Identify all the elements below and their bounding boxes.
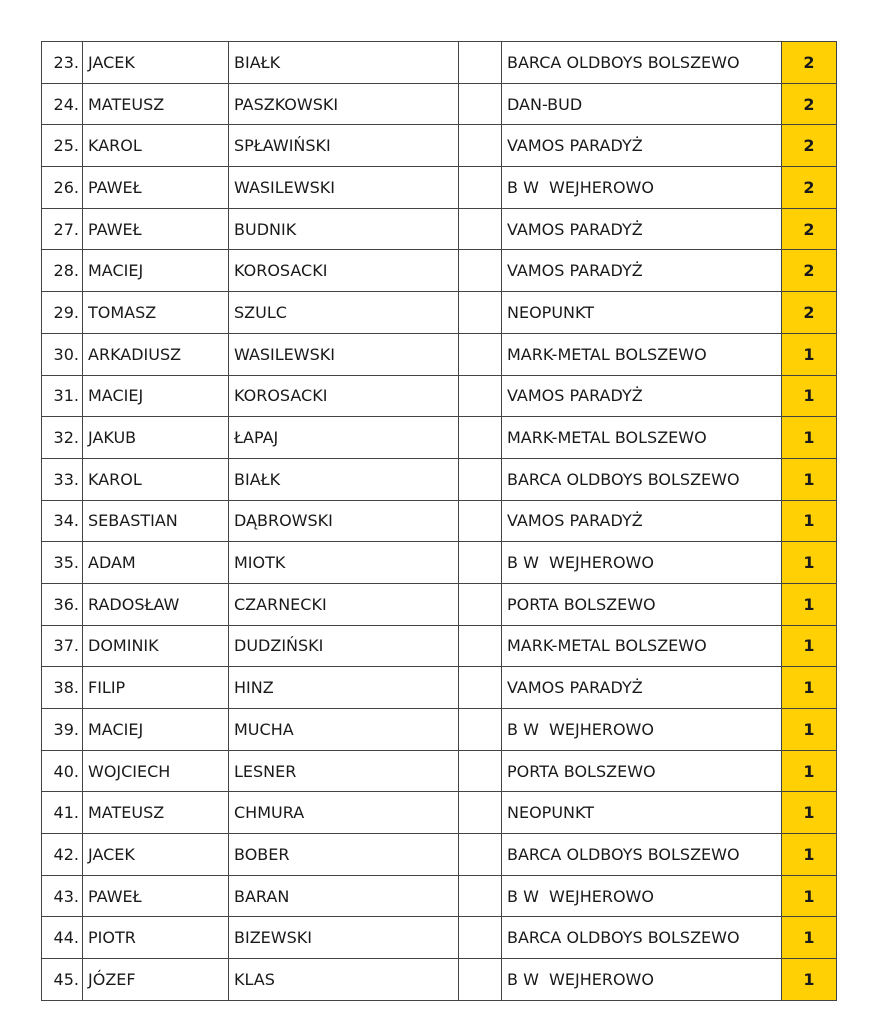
first-name-cell: PAWEŁ (83, 875, 229, 917)
table-row (42, 292, 837, 334)
team-cell: MARK-METAL BOLSZEWO (502, 625, 782, 667)
last-name-cell: SZULC (229, 292, 459, 334)
empty-cell (459, 292, 502, 334)
rank-cell: 32. (42, 417, 83, 459)
rank-cell: 41. (42, 792, 83, 834)
team-cell: DAN-BUD (502, 83, 782, 125)
team-cell: PORTA BOLSZEWO (502, 583, 782, 625)
last-name-cell: HINZ (229, 667, 459, 709)
empty-cell (459, 500, 502, 542)
team-cell: NEOPUNKT (502, 792, 782, 834)
last-name-cell: BARAN (229, 875, 459, 917)
first-name-cell: JACEK (83, 834, 229, 876)
rank-cell: 30. (42, 333, 83, 375)
first-name-cell: MATEUSZ (83, 792, 229, 834)
first-name-cell: TOMASZ (83, 292, 229, 334)
table-row (42, 959, 837, 1001)
rank-cell: 40. (42, 750, 83, 792)
last-name-cell: CZARNECKI (229, 583, 459, 625)
empty-cell (459, 333, 502, 375)
team-cell: B W WEJHEROWO (502, 709, 782, 751)
empty-cell (459, 625, 502, 667)
rank-cell: 38. (42, 667, 83, 709)
points-cell: 1 (782, 500, 837, 542)
first-name-cell: PAWEŁ (83, 167, 229, 209)
rank-cell: 28. (42, 250, 83, 292)
last-name-cell: BUDNIK (229, 208, 459, 250)
rank-cell: 33. (42, 458, 83, 500)
points-cell: 1 (782, 458, 837, 500)
last-name-cell: ŁAPAJ (229, 417, 459, 459)
points-cell: 2 (782, 292, 837, 334)
empty-cell (459, 875, 502, 917)
points-cell: 1 (782, 709, 837, 751)
table-row (42, 750, 837, 792)
team-cell: VAMOS PARADYŻ (502, 125, 782, 167)
team-cell: PORTA BOLSZEWO (502, 750, 782, 792)
empty-cell (459, 709, 502, 751)
empty-cell (459, 42, 502, 84)
team-cell: VAMOS PARADYŻ (502, 375, 782, 417)
rank-cell: 29. (42, 292, 83, 334)
table-row (42, 375, 837, 417)
points-cell: 1 (782, 875, 837, 917)
table-row (42, 83, 837, 125)
team-cell: BARCA OLDBOYS BOLSZEWO (502, 458, 782, 500)
last-name-cell: KOROSACKI (229, 375, 459, 417)
last-name-cell: PASZKOWSKI (229, 83, 459, 125)
last-name-cell: DUDZIŃSKI (229, 625, 459, 667)
empty-cell (459, 792, 502, 834)
points-cell: 1 (782, 834, 837, 876)
table-row (42, 417, 837, 459)
team-cell: MARK-METAL BOLSZEWO (502, 333, 782, 375)
last-name-cell: SPŁAWIŃSKI (229, 125, 459, 167)
scorers-table (41, 41, 837, 1001)
empty-cell (459, 583, 502, 625)
empty-cell (459, 375, 502, 417)
points-cell: 1 (782, 792, 837, 834)
empty-cell (459, 542, 502, 584)
points-cell: 2 (782, 83, 837, 125)
empty-cell (459, 917, 502, 959)
table-row (42, 500, 837, 542)
rank-cell: 37. (42, 625, 83, 667)
first-name-cell: MACIEJ (83, 375, 229, 417)
empty-cell (459, 417, 502, 459)
points-cell: 1 (782, 959, 837, 1001)
first-name-cell: SEBASTIAN (83, 500, 229, 542)
first-name-cell: PAWEŁ (83, 208, 229, 250)
table-row (42, 709, 837, 751)
empty-cell (459, 83, 502, 125)
table-row (42, 875, 837, 917)
table-row (42, 625, 837, 667)
rank-cell: 44. (42, 917, 83, 959)
empty-cell (459, 750, 502, 792)
points-cell: 1 (782, 417, 837, 459)
last-name-cell: MIOTK (229, 542, 459, 584)
empty-cell (459, 458, 502, 500)
first-name-cell: MATEUSZ (83, 83, 229, 125)
team-cell: BARCA OLDBOYS BOLSZEWO (502, 42, 782, 84)
rank-cell: 43. (42, 875, 83, 917)
empty-cell (459, 125, 502, 167)
table-row (42, 542, 837, 584)
table-row (42, 917, 837, 959)
rank-cell: 45. (42, 959, 83, 1001)
empty-cell (459, 959, 502, 1001)
last-name-cell: KOROSACKI (229, 250, 459, 292)
first-name-cell: FILIP (83, 667, 229, 709)
empty-cell (459, 167, 502, 209)
first-name-cell: DOMINIK (83, 625, 229, 667)
last-name-cell: CHMURA (229, 792, 459, 834)
team-cell: B W WEJHEROWO (502, 875, 782, 917)
team-cell: BARCA OLDBOYS BOLSZEWO (502, 834, 782, 876)
points-cell: 2 (782, 167, 837, 209)
first-name-cell: MACIEJ (83, 250, 229, 292)
rank-cell: 23. (42, 42, 83, 84)
table-row (42, 333, 837, 375)
scorers-table-body (42, 42, 837, 1001)
table-row (42, 208, 837, 250)
rank-cell: 31. (42, 375, 83, 417)
last-name-cell: BOBER (229, 834, 459, 876)
points-cell: 2 (782, 42, 837, 84)
points-cell: 1 (782, 375, 837, 417)
rank-cell: 27. (42, 208, 83, 250)
last-name-cell: BIAŁK (229, 42, 459, 84)
team-cell: MARK-METAL BOLSZEWO (502, 417, 782, 459)
last-name-cell: BIZEWSKI (229, 917, 459, 959)
rank-cell: 25. (42, 125, 83, 167)
first-name-cell: JACEK (83, 42, 229, 84)
team-cell: VAMOS PARADYŻ (502, 500, 782, 542)
points-cell: 1 (782, 333, 837, 375)
team-cell: B W WEJHEROWO (502, 167, 782, 209)
team-cell: B W WEJHEROWO (502, 959, 782, 1001)
first-name-cell: JAKUB (83, 417, 229, 459)
first-name-cell: MACIEJ (83, 709, 229, 751)
rank-cell: 24. (42, 83, 83, 125)
team-cell: VAMOS PARADYŻ (502, 250, 782, 292)
team-cell: VAMOS PARADYŻ (502, 208, 782, 250)
team-cell: NEOPUNKT (502, 292, 782, 334)
points-cell: 2 (782, 208, 837, 250)
points-cell: 1 (782, 667, 837, 709)
rank-cell: 26. (42, 167, 83, 209)
team-cell: VAMOS PARADYŻ (502, 667, 782, 709)
last-name-cell: WASILEWSKI (229, 333, 459, 375)
team-cell: B W WEJHEROWO (502, 542, 782, 584)
points-cell: 1 (782, 583, 837, 625)
team-cell: BARCA OLDBOYS BOLSZEWO (502, 917, 782, 959)
table-row (42, 250, 837, 292)
last-name-cell: KLAS (229, 959, 459, 1001)
rank-cell: 39. (42, 709, 83, 751)
table-row (42, 42, 837, 84)
table-row (42, 167, 837, 209)
rank-cell: 36. (42, 583, 83, 625)
rank-cell: 34. (42, 500, 83, 542)
empty-cell (459, 208, 502, 250)
last-name-cell: LESNER (229, 750, 459, 792)
table-row (42, 583, 837, 625)
points-cell: 1 (782, 750, 837, 792)
rank-cell: 42. (42, 834, 83, 876)
first-name-cell: KAROL (83, 458, 229, 500)
rank-cell: 35. (42, 542, 83, 584)
first-name-cell: WOJCIECH (83, 750, 229, 792)
first-name-cell: RADOSŁAW (83, 583, 229, 625)
table-row (42, 834, 837, 876)
empty-cell (459, 667, 502, 709)
last-name-cell: MUCHA (229, 709, 459, 751)
last-name-cell: BIAŁK (229, 458, 459, 500)
table-row (42, 458, 837, 500)
points-cell: 2 (782, 125, 837, 167)
points-cell: 1 (782, 542, 837, 584)
last-name-cell: WASILEWSKI (229, 167, 459, 209)
table-row (42, 125, 837, 167)
first-name-cell: PIOTR (83, 917, 229, 959)
table-row (42, 792, 837, 834)
points-cell: 1 (782, 917, 837, 959)
empty-cell (459, 834, 502, 876)
first-name-cell: KAROL (83, 125, 229, 167)
points-cell: 2 (782, 250, 837, 292)
first-name-cell: ARKADIUSZ (83, 333, 229, 375)
first-name-cell: JÓZEF (83, 959, 229, 1001)
empty-cell (459, 250, 502, 292)
last-name-cell: DĄBROWSKI (229, 500, 459, 542)
table-row (42, 667, 837, 709)
first-name-cell: ADAM (83, 542, 229, 584)
points-cell: 1 (782, 625, 837, 667)
